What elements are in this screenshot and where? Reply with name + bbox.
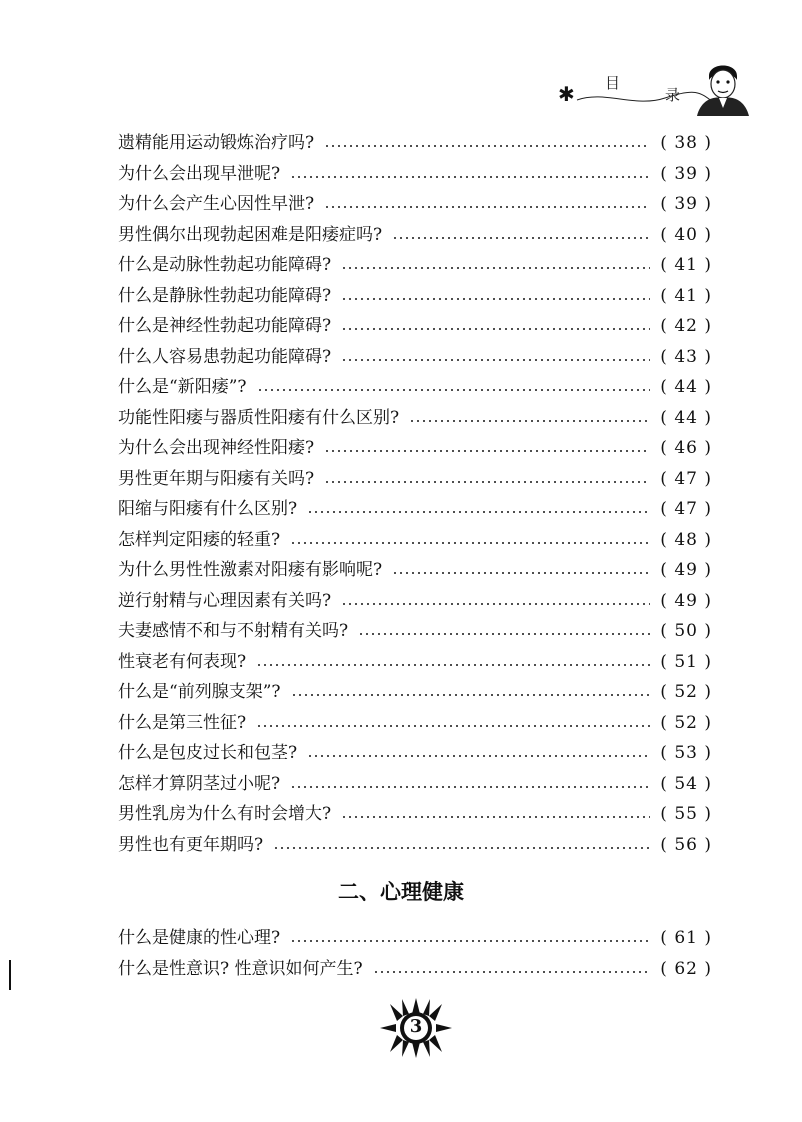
toc-entry (118, 464, 712, 495)
toc-entry-title: 什么人容易患勃起功能障碍? (118, 346, 332, 367)
toc-entry-page: ( 53 ) (660, 743, 712, 764)
toc-entry-title: 怎样才算阴茎过小呢? (118, 773, 281, 794)
toc-entry-title: 男性也有更年期吗? (118, 834, 264, 855)
toc-entry-title: 阳缩与阳痿有什么区别? (118, 499, 298, 520)
header-title-lu: 录 (665, 86, 681, 104)
running-header (555, 58, 755, 118)
flower-ornament-icon: ✱ (558, 82, 575, 106)
dot-leader (256, 725, 650, 727)
toc-entry-page: ( 39 ) (660, 163, 712, 184)
toc-entry-title: 夫妻感情不和与不射精有关吗? (118, 621, 349, 642)
toc-entry-page: ( 41 ) (660, 285, 712, 306)
dot-leader (290, 940, 650, 942)
toc-entry-title: 男性乳房为什么有时会增大? (118, 804, 332, 825)
toc-entry (118, 647, 712, 678)
toc-entry-page: ( 47 ) (660, 499, 712, 520)
toc-entry-page: ( 39 ) (660, 194, 712, 215)
dot-leader (324, 206, 650, 208)
toc-entry-page: ( 50 ) (660, 621, 712, 642)
dot-leader (257, 389, 651, 391)
toc-entry-title: 功能性阳痿与器质性阳痿有什么区别? (118, 407, 400, 428)
toc-entry-title: 为什么男性性激素对阳痿有影响呢? (118, 560, 383, 581)
toc-entry (118, 189, 712, 220)
toc-entry-page: ( 42 ) (660, 316, 712, 337)
toc-entry (118, 769, 712, 800)
dot-leader (358, 633, 650, 635)
toc-entry-page: ( 44 ) (660, 377, 712, 398)
toc-entry-page: ( 56 ) (660, 834, 712, 855)
toc-entry-title: 什么是健康的性心理? (118, 928, 281, 949)
dot-leader (341, 816, 650, 818)
toc-entry (118, 799, 712, 830)
toc-entry (118, 250, 712, 281)
dot-leader (341, 359, 650, 361)
dot-leader (307, 511, 650, 513)
toc-entry-title: 为什么会产生心因性早泄? (118, 194, 315, 215)
toc-entry-page: ( 49 ) (660, 590, 712, 611)
toc-entry (118, 220, 712, 251)
toc-entry-page: ( 51 ) (660, 651, 712, 672)
toc-entry (118, 159, 712, 190)
dot-leader (290, 176, 650, 178)
dot-leader (373, 971, 651, 973)
page-number-badge (376, 996, 456, 1060)
dot-leader (291, 694, 651, 696)
dot-leader (324, 481, 650, 483)
toc-entry (118, 738, 712, 769)
toc-entry-page: ( 46 ) (660, 438, 712, 459)
toc-entry-page: ( 40 ) (660, 224, 712, 245)
toc-entry-title: 什么是“前列腺支架”? (118, 682, 281, 703)
toc-entry-page: ( 43 ) (660, 346, 712, 367)
dot-leader (341, 267, 650, 269)
toc-entry-title: 什么是“新阳痿”? (118, 377, 247, 398)
toc-entry-page: ( 61 ) (660, 928, 712, 949)
toc-entry (118, 525, 712, 556)
toc-entry (118, 342, 712, 373)
dot-leader (409, 420, 650, 422)
author-portrait-icon (695, 58, 751, 116)
toc-entry-title: 什么是包皮过长和包茎? (118, 743, 298, 764)
toc-entry (118, 954, 712, 985)
toc-entry-title: 逆行射精与心理因素有关吗? (118, 590, 332, 611)
dot-leader (290, 542, 650, 544)
header-title-mu: 目 (605, 74, 621, 92)
toc-entry-page: ( 48 ) (660, 529, 712, 550)
toc-entry-page: ( 54 ) (660, 773, 712, 794)
toc-entry-page: ( 62 ) (660, 958, 712, 979)
dot-leader (341, 603, 650, 605)
toc-entry-page: ( 52 ) (660, 682, 712, 703)
toc-entry-title: 为什么会出现早泄呢? (118, 163, 281, 184)
toc-entry-title: 性衰老有何表现? (118, 651, 247, 672)
toc-entry (118, 128, 712, 159)
toc-entry (118, 923, 712, 954)
section-title: 二、心理健康 (338, 880, 464, 904)
dot-leader (307, 755, 650, 757)
toc-entry (118, 586, 712, 617)
toc-entry-title: 什么是性意识? 性意识如何产生? (118, 958, 363, 979)
header-swoosh-icon (575, 78, 715, 108)
dot-leader (324, 450, 650, 452)
page-number: 3 (409, 1016, 423, 1037)
dot-leader (392, 572, 650, 574)
toc-entry (118, 830, 712, 861)
dot-leader (256, 664, 650, 666)
dot-leader (324, 145, 650, 147)
toc-entry-page: ( 38 ) (660, 133, 712, 154)
toc-entry (118, 281, 712, 312)
toc-entry-page: ( 47 ) (660, 468, 712, 489)
toc-entry-title: 什么是神经性勃起功能障碍? (118, 316, 332, 337)
toc-entry (118, 403, 712, 434)
toc-entry-page: ( 49 ) (660, 560, 712, 581)
toc-entry-title: 男性偶尔出现勃起困难是阳痿症吗? (118, 224, 383, 245)
toc-entry-page: ( 52 ) (660, 712, 712, 733)
toc-entry (118, 708, 712, 739)
dot-leader (290, 786, 650, 788)
dot-leader (273, 847, 650, 849)
toc-entry-page: ( 41 ) (660, 255, 712, 276)
margin-mark (9, 960, 11, 990)
toc-entry (118, 311, 712, 342)
toc-entry-title: 遗精能用运动锻炼治疗吗? (118, 133, 315, 154)
dot-leader (392, 237, 650, 239)
toc-entry-title: 为什么会出现神经性阳痿? (118, 438, 315, 459)
toc-entry (118, 494, 712, 525)
toc-entry-title: 什么是静脉性勃起功能障碍? (118, 285, 332, 306)
toc-entry-title: 怎样判定阳痿的轻重? (118, 529, 281, 550)
toc-entry (118, 555, 712, 586)
toc-list-part1 (118, 128, 712, 860)
toc-entry-page: ( 44 ) (660, 407, 712, 428)
toc-entry (118, 372, 712, 403)
toc-entry-title: 什么是动脉性勃起功能障碍? (118, 255, 332, 276)
toc-entry (118, 616, 712, 647)
dot-leader (341, 298, 650, 300)
toc-entry-title: 男性更年期与阳痿有关吗? (118, 468, 315, 489)
toc-entry (118, 433, 712, 464)
toc-entry-page: ( 55 ) (660, 804, 712, 825)
toc-list-part2 (118, 923, 712, 984)
toc-entry-title: 什么是第三性征? (118, 712, 247, 733)
toc-entry (118, 677, 712, 708)
dot-leader (341, 328, 650, 330)
